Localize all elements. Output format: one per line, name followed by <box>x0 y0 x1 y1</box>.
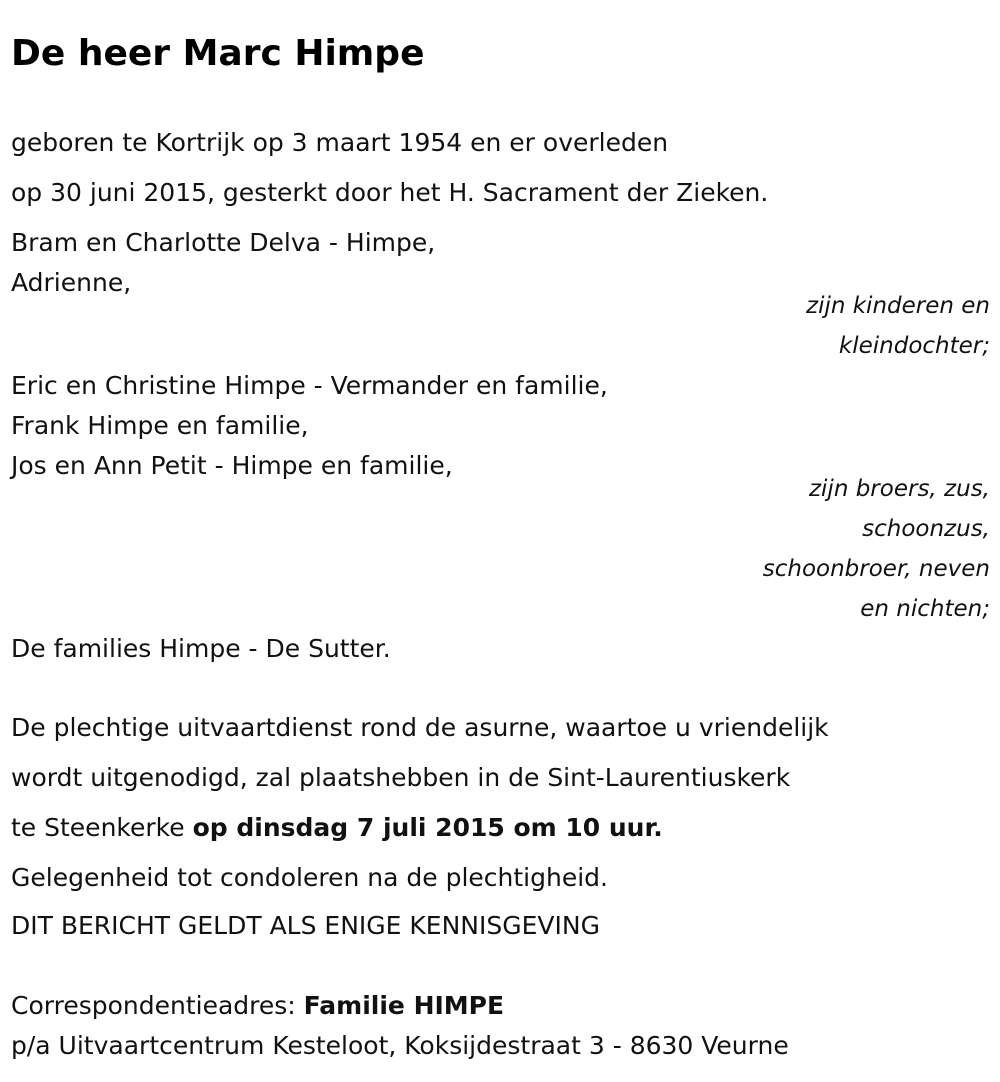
families-line: De families Himpe - De Sutter. <box>11 634 391 663</box>
service-datetime: op dinsdag 7 juli 2015 om 10 uur. <box>192 813 663 842</box>
page-title: De heer Marc Himpe <box>11 33 425 74</box>
notice-line: DIT BERICHT GELDT ALS ENIGE KENNISGEVING <box>11 911 600 940</box>
children-relation-2: kleindochter; <box>838 333 990 359</box>
service-line-1: De plechtige uitvaartdienst rond de asurne, waartoe u vriendelijk <box>11 713 829 742</box>
correspondence-label: Correspondentieadres: <box>11 991 296 1020</box>
service-location: te Steenkerke <box>11 813 185 842</box>
birth-line-1: geboren te Kortrijk op 3 maart 1954 en er overleden <box>11 128 669 157</box>
sibling-name-2: Frank Himpe en familie, <box>11 411 309 440</box>
siblings-relation-1: zijn broers, zus, <box>808 476 990 502</box>
sibling-name-1: Eric en Christine Himpe - Vermander en familie, <box>11 371 608 400</box>
birth-line-2: op 30 juni 2015, gesterkt door het H. Sacrament der Zieken. <box>11 178 769 207</box>
child-name-2: Adrienne, <box>11 268 132 297</box>
siblings-relation-2: schoonzus, <box>862 516 990 542</box>
siblings-relation-4: en nichten; <box>860 596 990 622</box>
children-relation-1: zijn kinderen en <box>806 293 990 319</box>
siblings-relation-3: schoonbroer, neven <box>762 556 990 582</box>
service-line-3 <box>11 815 663 840</box>
correspondence-address: p/a Uitvaartcentrum Kesteloot, Koksijdestraat 3 - 8630 Veurne <box>11 1031 789 1060</box>
child-name-1: Bram en Charlotte Delva - Himpe, <box>11 228 436 257</box>
correspondence-name: Familie HIMPE <box>303 991 505 1020</box>
correspondence-line <box>11 993 504 1018</box>
condolence-line: Gelegenheid tot condoleren na de plechtigheid. <box>11 863 608 892</box>
sibling-name-3: Jos en Ann Petit - Himpe en familie, <box>11 451 453 480</box>
service-line-2: wordt uitgenodigd, zal plaatshebben in de Sint-Laurentiuskerk <box>11 763 791 792</box>
